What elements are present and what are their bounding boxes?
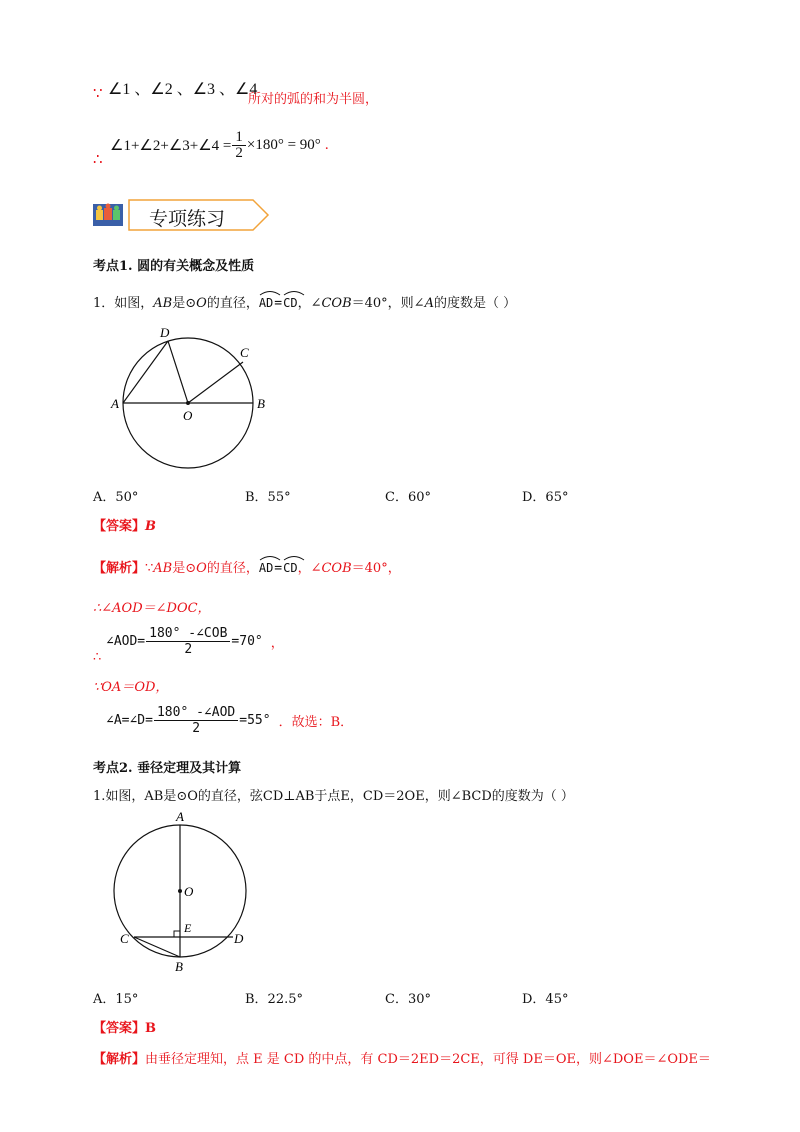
k2-option-a[interactable]: A．15°	[93, 992, 139, 1007]
q-text: AB	[153, 296, 173, 311]
answer-value: B	[145, 519, 157, 534]
k1-solution-line2: ∴∠AOD＝∠DOC，	[93, 601, 211, 616]
banner-title: 专项练习	[149, 208, 226, 230]
equation-period: .	[324, 137, 329, 153]
therefore-symbol: ∴	[93, 650, 102, 665]
choose-answer: ．故选：B．	[278, 715, 354, 730]
k2-option-c[interactable]: C．30°	[385, 992, 431, 1007]
equation-rhs: =70°	[231, 634, 263, 649]
q-text: 的直径，	[206, 296, 259, 311]
label-c: C	[240, 345, 249, 360]
k1-option-c[interactable]: C．60°	[385, 490, 431, 505]
k1-question	[93, 292, 516, 311]
sol-text: COB	[321, 561, 352, 576]
fraction-denominator: 2	[235, 145, 243, 161]
label-b: B	[257, 396, 265, 411]
fraction-numerator: 180° -∠COB	[146, 626, 230, 642]
q-text: 是⊙	[172, 296, 197, 311]
arc-label: CD	[283, 296, 298, 310]
section-banner	[93, 198, 273, 236]
equation-lhs: ∠A=∠D=	[106, 713, 153, 728]
equation-rhs: =55°	[239, 713, 271, 728]
sol-text: ＝40°，	[351, 561, 401, 576]
equation-lhs: ∠1+∠2+∠3+∠4 =	[110, 138, 232, 154]
q-text: ＝40°，则∠	[351, 296, 425, 311]
k2-option-d[interactable]: D．45°	[522, 992, 569, 1007]
arc-ad	[259, 557, 273, 575]
answer-value: B	[145, 1021, 157, 1036]
sol-text: 的直径，	[206, 561, 259, 576]
q-text: 1．如图，	[93, 296, 154, 311]
sol-text: ，∠	[297, 561, 322, 576]
equation-rhs: ×180° = 90°	[246, 137, 321, 153]
k1-answer	[93, 515, 156, 534]
therefore-symbol: ∴	[93, 150, 103, 168]
k2-heading: 考点2. 垂径定理及其计算	[93, 761, 242, 776]
sol-text: AB	[153, 561, 173, 576]
q-text: A	[424, 296, 434, 311]
half-fraction	[232, 130, 246, 161]
label-o: O	[184, 884, 194, 899]
radius-oc	[188, 362, 243, 403]
arc-label: AD	[258, 561, 274, 575]
label-d: D	[234, 931, 244, 946]
q-text: COB	[321, 296, 352, 311]
k2-solution	[93, 1048, 711, 1067]
k2-answer	[93, 1017, 156, 1036]
fraction-numerator: 1	[232, 130, 246, 146]
k1-solution-line4: ∵OA＝OD，	[93, 680, 169, 695]
answer-label: 【答案】	[93, 519, 146, 534]
solution-label: 【解析】	[93, 561, 146, 576]
arc-label: CD	[283, 561, 298, 575]
angle-list: ∠1 、∠2 、∠3 、∠4	[108, 81, 258, 98]
label-b: B	[175, 959, 183, 974]
equals-sign: =	[274, 561, 283, 576]
k1-solution-line1	[93, 557, 401, 576]
equals-sign: =	[274, 296, 283, 311]
circle-figure-1	[100, 320, 280, 480]
k1-option-d[interactable]: D．65°	[522, 490, 569, 505]
fraction-numerator: 180° -∠AOD	[154, 705, 238, 721]
angle-sum-equation	[110, 130, 329, 161]
arc-ad	[259, 292, 273, 310]
k1-solution-line3	[106, 626, 284, 657]
chord-ad	[123, 341, 168, 403]
sol-text: O	[196, 561, 207, 576]
k1-option-b[interactable]: B．55°	[245, 490, 291, 505]
answer-label: 【答案】	[93, 1021, 146, 1036]
solution-text: 由垂径定理知，点 E 是 CD 的中点，有 CD＝2ED＝2CE，可得 DE＝OE，则∠DOE＝∠ODE＝	[145, 1052, 711, 1067]
arc-cd	[283, 292, 297, 310]
arc-label: AD	[258, 296, 274, 310]
because-symbol: ∵	[93, 84, 103, 102]
equation-lhs: ∠AOD=	[106, 634, 146, 649]
right-angle-mark	[174, 931, 180, 937]
label-d: D	[160, 325, 170, 340]
center-point	[178, 889, 182, 893]
label-c: C	[120, 931, 129, 946]
chord-cb	[134, 937, 180, 957]
circle-figure-2	[110, 808, 260, 978]
k1-heading: 考点1. 圆的有关概念及性质	[93, 259, 255, 274]
equation-comma: ，	[270, 636, 284, 651]
arc-sum-text: 所对的弧的和为半圆，	[248, 92, 379, 107]
angle-a-fraction	[154, 705, 238, 736]
label-e: E	[184, 921, 192, 935]
center-point	[186, 401, 190, 405]
label-a: A	[111, 396, 119, 411]
k1-option-a[interactable]: A．50°	[93, 490, 139, 505]
solution-label: 【解析】	[93, 1052, 146, 1067]
aod-fraction	[146, 626, 230, 657]
arc-cd	[283, 557, 297, 575]
k1-solution-line5	[106, 705, 353, 736]
radius-od	[168, 341, 188, 403]
q-text: ，∠	[297, 296, 322, 311]
k2-option-b[interactable]: B．22.5°	[245, 992, 303, 1007]
sol-text: ∵	[145, 561, 154, 576]
k2-question: 1.如图，AB是⊙O的直径，弦CD⊥AB于点E，CD＝2OE，则∠BCD的度数为（ ）	[93, 789, 574, 804]
label-a: A	[176, 809, 184, 824]
sol-text: 是⊙	[172, 561, 197, 576]
fraction-denominator: 2	[192, 721, 201, 736]
fraction-denominator: 2	[184, 642, 193, 657]
q-text: O	[196, 296, 207, 311]
q-text: 的度数是（ ）	[433, 296, 517, 311]
label-o: O	[183, 408, 193, 423]
